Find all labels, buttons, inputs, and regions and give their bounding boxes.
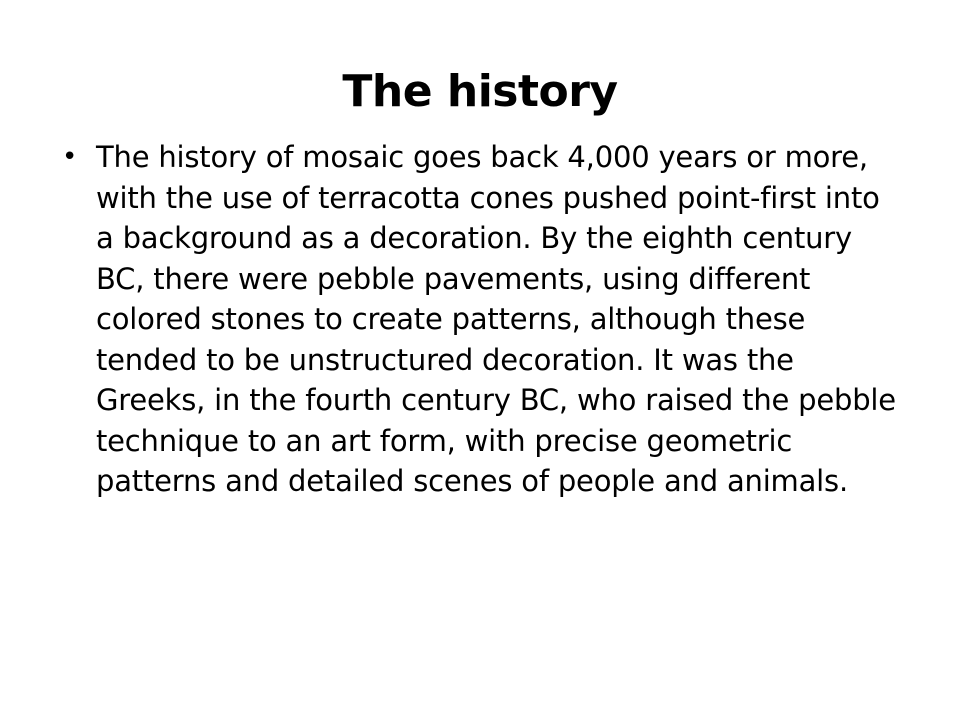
- bullet-text: The history of mosaic goes back 4,000 years or more, with the use of terracotta cones pushed point-first into a background as a decoration. By the eighth century BC, there were pebble pavements, using different colored stones to create patterns, although these tended to be unstructured decoration. It was the Greeks, in the fourth century BC, who raised the pebble technique to an art form, with precise geometric patterns and detailed scenes of people and animals.: [96, 140, 896, 498]
- bullet-list: [56, 137, 906, 502]
- bullet-item: [56, 137, 906, 502]
- slide-title: The history: [342, 66, 618, 117]
- bullet-icon: •: [62, 142, 78, 172]
